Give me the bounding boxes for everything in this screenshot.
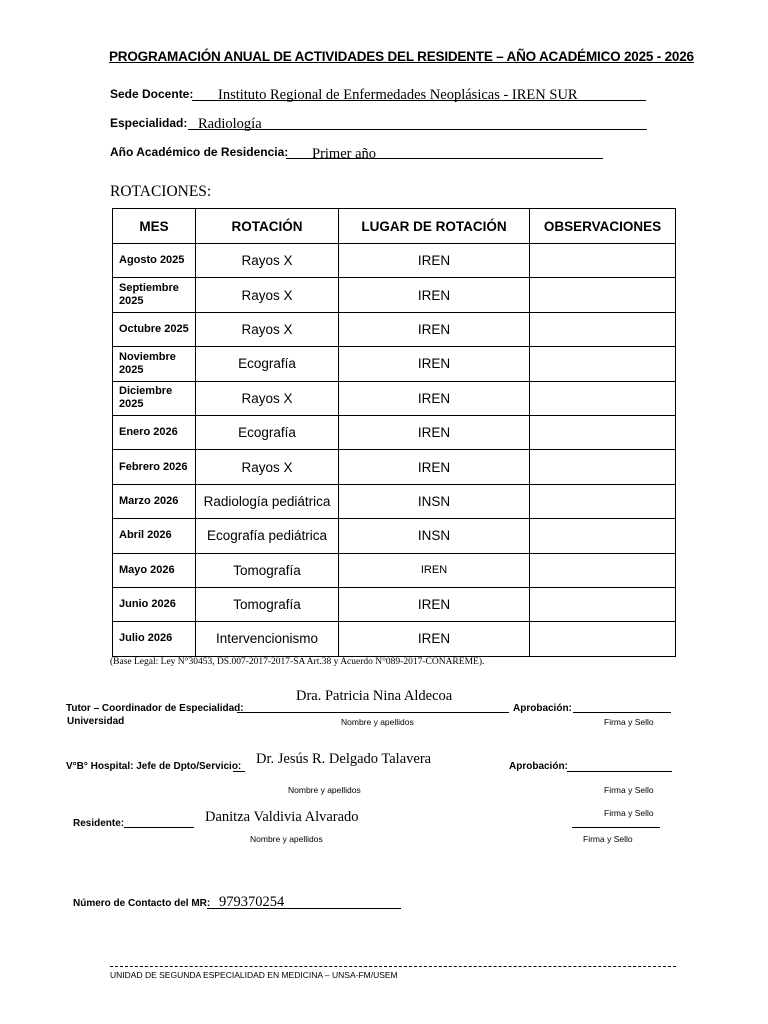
cell-mes: Marzo 2026 xyxy=(113,484,196,518)
cell-obs xyxy=(530,553,676,587)
tutor-name: Dra. Patricia Nina Aldecoa xyxy=(296,688,453,704)
rotaciones-table xyxy=(112,208,676,657)
tutor-name-line xyxy=(237,712,509,713)
rotaciones-title: ROTACIONES: xyxy=(110,183,212,200)
cell-obs xyxy=(530,450,676,484)
cell-rotacion: Radiología pediátrica xyxy=(196,484,339,518)
cell-obs xyxy=(530,312,676,346)
residente-name: Danitza Valdivia Alvarado xyxy=(205,809,359,825)
cell-rotacion: Rayos X xyxy=(196,312,339,346)
tutor-aprobacion-label: Aprobación: xyxy=(513,703,572,714)
cell-rotacion: Intervencionismo xyxy=(196,622,339,656)
cell-mes: Octubre 2025 xyxy=(113,312,196,346)
cell-obs xyxy=(530,244,676,278)
especialidad-field xyxy=(188,113,647,130)
cell-rotacion: Tomografía xyxy=(196,587,339,621)
cell-mes: Junio 2026 xyxy=(113,587,196,621)
header-observaciones: OBSERVACIONES xyxy=(530,209,676,244)
tutor-firma-line xyxy=(573,712,671,713)
cell-mes: Julio 2026 xyxy=(113,622,196,656)
table-row xyxy=(113,450,676,484)
cell-mes: Mayo 2026 xyxy=(113,553,196,587)
especialidad-label: Especialidad: xyxy=(110,116,188,130)
table-row xyxy=(113,622,676,656)
vb-firma-line xyxy=(567,771,672,772)
vb-name-caption: Nombre y apellidos xyxy=(288,785,361,795)
cell-obs xyxy=(530,381,676,415)
table-row xyxy=(113,347,676,381)
cell-lugar: IREN xyxy=(339,450,530,484)
header-mes: MES xyxy=(113,209,196,244)
vb-firma-caption: Firma y Sello xyxy=(604,785,654,795)
contacto-value: 979370254 xyxy=(219,894,285,910)
cell-obs xyxy=(530,347,676,381)
header-lugar: LUGAR DE ROTACIÓN xyxy=(339,209,530,244)
residente-name-caption: Nombre y apellidos xyxy=(250,834,323,844)
residente-firma-line xyxy=(572,827,660,828)
residente-firma-caption-top: Firma y Sello xyxy=(604,808,654,818)
vb-label: V°B° Hospital: Jefe de Dpto/Servicio: xyxy=(66,761,242,772)
base-legal: (Base Legal: Ley N°30453, DS.007-2017-2017-SA Art.38 y Acuerdo N°089-2017-CONAREME). xyxy=(110,657,485,667)
table-row xyxy=(113,381,676,415)
vb-name: Dr. Jesús R. Delgado Talavera xyxy=(256,751,432,767)
residente-line xyxy=(124,827,194,828)
cell-mes: Diciembre 2025 xyxy=(113,381,196,415)
cell-obs xyxy=(530,278,676,312)
tutor-label-universidad: Universidad xyxy=(67,716,125,727)
residente-label: Residente: xyxy=(73,818,125,829)
footer-divider xyxy=(110,966,676,967)
cell-lugar: IREN xyxy=(339,244,530,278)
table-row xyxy=(113,484,676,518)
cell-lugar: IREN xyxy=(339,278,530,312)
cell-lugar: IREN xyxy=(339,415,530,449)
table-row xyxy=(113,415,676,449)
residente-firma-caption: Firma y Sello xyxy=(583,834,633,844)
cell-lugar: INSN xyxy=(339,519,530,553)
cell-obs xyxy=(530,519,676,553)
cell-rotacion: Ecografía pediátrica xyxy=(196,519,339,553)
header-rotacion: ROTACIÓN xyxy=(196,209,339,244)
footer-text: UNIDAD DE SEGUNDA ESPECIALIDAD EN MEDICINA – UNSA-FM/USEM xyxy=(110,970,398,980)
cell-lugar: IREN xyxy=(339,587,530,621)
cell-mes: Abril 2026 xyxy=(113,519,196,553)
table-row xyxy=(113,587,676,621)
cell-rotacion: Rayos X xyxy=(196,450,339,484)
table-row xyxy=(113,553,676,587)
cell-lugar: INSN xyxy=(339,484,530,518)
cell-obs xyxy=(530,484,676,518)
cell-rotacion: Ecografía xyxy=(196,347,339,381)
cell-lugar: IREN xyxy=(339,553,530,587)
cell-mes: Noviembre 2025 xyxy=(113,347,196,381)
anio-field xyxy=(286,142,603,162)
table-header-row xyxy=(113,209,676,244)
cell-mes: Septiembre 2025 xyxy=(113,278,196,312)
cell-obs xyxy=(530,622,676,656)
cell-mes: Enero 2026 xyxy=(113,415,196,449)
sede-label: Sede Docente: xyxy=(110,87,194,101)
contacto-label: Número de Contacto del MR: xyxy=(73,898,211,909)
vb-aprobacion-label: Aprobación: xyxy=(509,761,568,772)
cell-lugar: IREN xyxy=(339,622,530,656)
cell-lugar: IREN xyxy=(339,347,530,381)
tutor-firma-caption: Firma y Sello xyxy=(604,717,654,727)
table-row xyxy=(113,519,676,553)
table-row xyxy=(113,312,676,346)
cell-obs xyxy=(530,587,676,621)
anio-value: Primer año xyxy=(312,146,377,162)
cell-rotacion: Rayos X xyxy=(196,278,339,312)
anio-label: Año Académico de Residencia: xyxy=(110,145,289,159)
cell-obs xyxy=(530,415,676,449)
cell-mes: Agosto 2025 xyxy=(113,244,196,278)
document-title: PROGRAMACIÓN ANUAL DE ACTIVIDADES DEL RESIDENTE – AÑO ACADÉMICO 2025 - 2026 xyxy=(109,49,694,64)
cell-lugar: IREN xyxy=(339,312,530,346)
cell-mes: Febrero 2026 xyxy=(113,450,196,484)
cell-rotacion: Ecografía xyxy=(196,415,339,449)
cell-lugar: IREN xyxy=(339,381,530,415)
tutor-name-caption: Nombre y apellidos xyxy=(341,717,414,727)
contacto-field xyxy=(207,894,401,909)
cell-rotacion: Rayos X xyxy=(196,244,339,278)
table-row xyxy=(113,278,676,312)
tutor-label: Tutor – Coordinador de Especialidad: xyxy=(66,703,244,714)
cell-rotacion: Rayos X xyxy=(196,381,339,415)
especialidad-value: Radiología xyxy=(198,116,262,132)
vb-name-line xyxy=(233,771,245,772)
sede-field xyxy=(192,84,646,101)
sede-value: Instituto Regional de Enfermedades Neoplásicas - IREN SUR xyxy=(218,87,578,103)
cell-rotacion: Tomografía xyxy=(196,553,339,587)
table-row xyxy=(113,244,676,278)
